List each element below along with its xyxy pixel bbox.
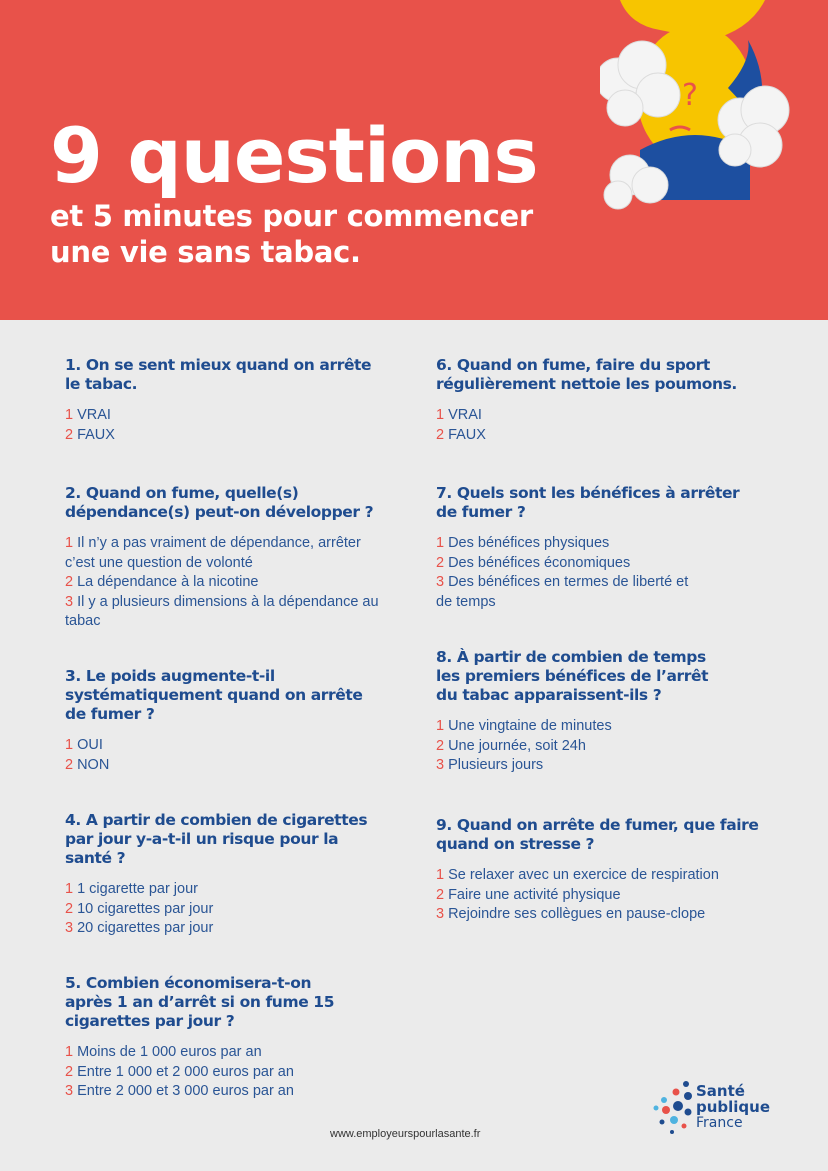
logo-dots-icon (650, 1076, 696, 1146)
question-title: 4. A partir de combien de cigarettes par jour y-a-t-il un risque pour la santé ? (65, 811, 368, 867)
option-text: Il n’y a pas vraiment de dépendance, arrêter c’est une question de volonté (65, 535, 361, 571)
answer-option (436, 866, 776, 886)
option-number: 1 (65, 407, 74, 423)
answer-option (436, 426, 766, 446)
answer-option (65, 919, 385, 939)
option-text: 10 cigarettes par jour (77, 900, 214, 917)
option-text: Des bénéfices physiques (448, 535, 610, 551)
option-number: 3 (65, 593, 74, 610)
question-6 (436, 356, 766, 445)
option-text: Se relaxer avec un exercice de respiration (448, 867, 719, 883)
logo-text (696, 1083, 770, 1131)
option-text: NON (77, 756, 110, 773)
answer-option (436, 534, 756, 554)
question-5 (65, 974, 345, 1102)
sante-publique-france-logo (650, 1076, 780, 1146)
option-text: Des bénéfices en termes de liberté et de temps (436, 574, 689, 610)
option-number: 2 (65, 426, 74, 443)
answer-option (65, 406, 385, 426)
question-title: 3. Le poids augmente-t-il systématiquement quand on arrête de fumer ? (65, 667, 363, 723)
questions-left-column (65, 356, 405, 1099)
website-link[interactable]: www.employeurspourlasante.fr (330, 1128, 481, 1140)
option-text: FAUX (448, 426, 486, 443)
option-number: 1 (65, 737, 74, 753)
answer-option (65, 1082, 345, 1102)
page-subtitle (50, 198, 533, 271)
option-number: 2 (436, 554, 445, 571)
option-text: Entre 2 000 et 3 000 euros par an (77, 1083, 294, 1099)
option-text: Une journée, soit 24h (448, 737, 586, 754)
option-number: 3 (65, 920, 74, 936)
answer-option (65, 593, 385, 632)
option-number: 3 (436, 574, 445, 590)
question-3 (65, 667, 385, 775)
option-number: 2 (65, 574, 74, 590)
header-banner (0, 0, 828, 320)
question-9 (436, 816, 776, 925)
option-number: 3 (65, 1083, 74, 1099)
question-1 (65, 356, 385, 445)
option-text: 1 cigarette par jour (77, 881, 198, 897)
answer-option (65, 1043, 345, 1063)
logo-line-1: Santé (696, 1082, 745, 1100)
answer-option (436, 886, 776, 906)
option-number: 1 (65, 881, 74, 897)
answer-option (436, 406, 766, 426)
question-title: 2. Quand on fume, quelle(s) dépendance(s) peut-on développer ? (65, 484, 374, 521)
option-number: 1 (65, 535, 74, 551)
question-title: 8. À partir de combien de temps les premiers bénéfices de l’arrêt du tabac apparaissent-ils ? (436, 648, 709, 704)
option-number: 2 (65, 900, 74, 917)
question-2 (65, 484, 385, 632)
answer-option (436, 573, 706, 612)
answer-option (65, 756, 385, 776)
option-number: 1 (436, 407, 445, 423)
option-text: Moins de 1 000 euros par an (77, 1044, 262, 1060)
question-title: 5. Combien économisera-t-on après 1 an d’arrêt si on fume 15 cigarettes par jour ? (65, 974, 335, 1030)
option-text: 20 cigarettes par jour (77, 920, 214, 936)
question-title: 7. Quels sont les bénéfices à arrêter de fumer ? (436, 484, 740, 521)
option-text: OUI (77, 737, 103, 753)
logo-line-3: France (696, 1115, 743, 1131)
subtitle-line-1: et 5 minutes pour commencer (50, 199, 533, 233)
subtitle-line-2: une vie sans tabac. (50, 235, 361, 270)
answer-option (436, 756, 726, 776)
svg-text:?: ? (682, 78, 698, 113)
option-number: 1 (436, 867, 445, 883)
questions-right-column (436, 356, 776, 922)
option-text: Une vingtaine de minutes (448, 718, 612, 734)
question-7 (436, 484, 756, 612)
question-4 (65, 811, 385, 939)
answer-option (65, 573, 385, 593)
character-illustration (600, 0, 828, 220)
option-text: VRAI (77, 407, 111, 423)
answer-option (65, 426, 385, 446)
answer-option (436, 905, 776, 925)
option-text: Rejoindre ses collègues en pause-clope (448, 906, 706, 922)
option-text: Il y a plusieurs dimensions à la dépendance au tabac (65, 593, 379, 629)
page-title: 9 questions (50, 111, 538, 200)
option-text: FAUX (77, 426, 115, 443)
answer-option (65, 1063, 345, 1083)
question-8 (436, 648, 726, 776)
option-text: Entre 1 000 et 2 000 euros par an (77, 1063, 294, 1080)
option-text: VRAI (448, 407, 482, 423)
answer-option (65, 880, 385, 900)
option-number: 3 (436, 757, 445, 773)
option-number: 1 (65, 1044, 74, 1060)
answer-option (436, 554, 756, 574)
option-number: 2 (436, 737, 445, 754)
answer-option (65, 900, 385, 920)
option-number: 2 (65, 756, 74, 773)
answer-option (65, 736, 385, 756)
answer-option (436, 737, 726, 757)
option-number: 2 (65, 1063, 74, 1080)
option-text: Faire une activité physique (448, 886, 621, 903)
answer-option (65, 534, 385, 573)
option-text: Plusieurs jours (448, 757, 544, 773)
option-number: 2 (436, 426, 445, 443)
answer-option (436, 717, 726, 737)
question-title: 9. Quand on arrête de fumer, que faire quand on stresse ? (436, 816, 759, 853)
option-number: 2 (436, 886, 445, 903)
option-text: Des bénéfices économiques (448, 554, 631, 571)
option-text: La dépendance à la nicotine (77, 574, 259, 590)
question-title: 6. Quand on fume, faire du sport régulièrement nettoie les poumons. (436, 356, 737, 393)
option-number: 1 (436, 535, 445, 551)
logo-line-2: publique (696, 1098, 771, 1116)
option-number: 3 (436, 906, 445, 922)
option-number: 1 (436, 718, 445, 734)
question-title: 1. On se sent mieux quand on arrête le tabac. (65, 356, 372, 393)
